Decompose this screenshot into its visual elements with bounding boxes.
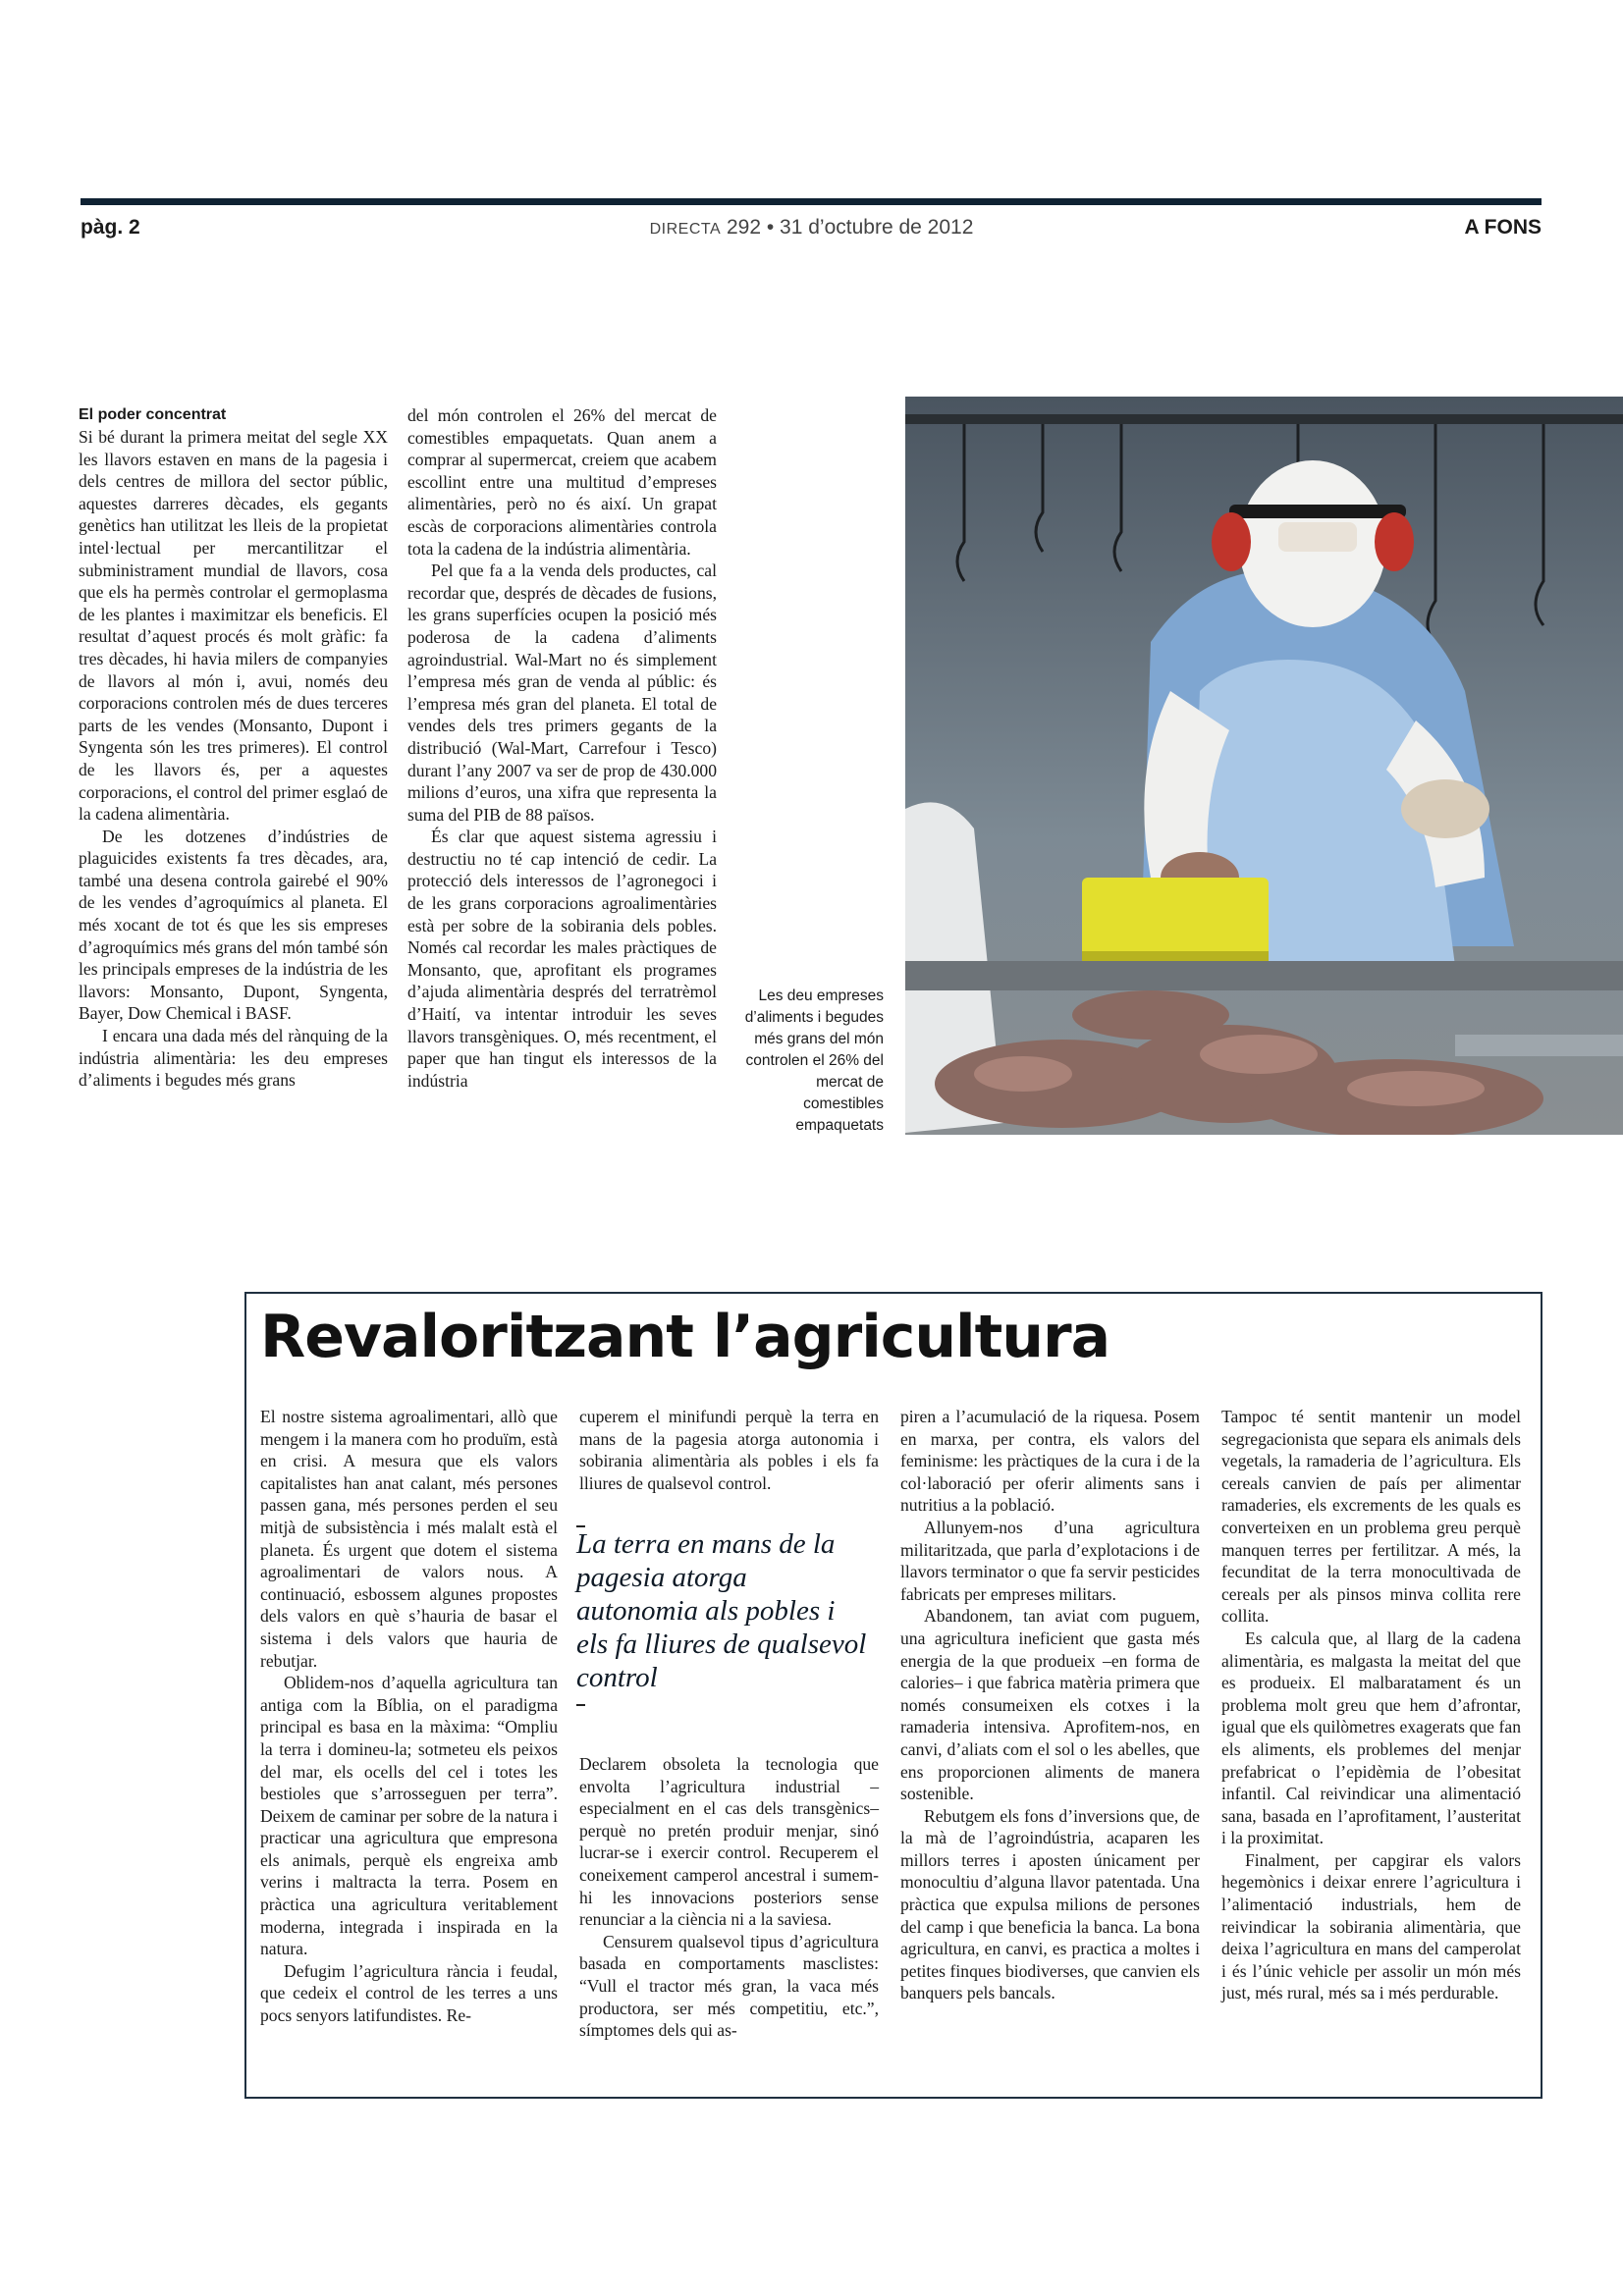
paragraph: Defugim l’agricultura rància i feudal, que cedeix el control de les terres a uns pocs senyors latifundistes. Re- xyxy=(260,1960,558,2026)
factory-photo-illustration xyxy=(905,397,1623,1135)
page-number: pàg. 2 xyxy=(81,216,140,239)
box-column-4 xyxy=(1221,1406,1521,2004)
paragraph: Tampoc té sentit mantenir un model segregacionista que separa els animals dels vegetals, la ramaderia de l’agricultura. Els cereals canvien de país per alimentar ramaderies, els excrements de les quals es converteixen en un problema greu perquè manquen terres per fertilitzar. A més, la fecunditat de la terra monocultivada de cereals per als pinsos minva collita rere collita. xyxy=(1221,1407,1521,1627)
paragraph: Abandonem, tan aviat com puguem, una agricultura ineficient que gasta més energia de la que produeix –en forma de calories– i que fabrica matèria primera que només consumeixen els cotxes i la ramaderia intensiva. Aprofitem-nos, en canvi, d’aliats com el sol o les abelles, que ens proporcionen aliments de manera sostenible. xyxy=(900,1606,1200,1804)
pull-quote-dash-bottom xyxy=(576,1704,585,1706)
factory-photo xyxy=(905,397,1623,1135)
photo-caption: Les deu empreses d’aliments i begudes més grans del món controlen el 26% del mercat de comestibles empaquetats xyxy=(744,988,884,1134)
paragraph: piren a l’acumulació de la riquesa. Posem en marxa, per contra, els valors del feminisme: les pràctiques de la cura i de la col·laboració per oferir aliments sans i nutritius a la població. xyxy=(900,1407,1200,1516)
issue-info xyxy=(0,214,1623,243)
pull-quote-text: La terra en mans de la pagesia atorga autonomia als pobles i els fa lliures de qualsevol control xyxy=(576,1528,867,1693)
section-label: A FONS xyxy=(1464,216,1542,239)
paragraph: Finalment, per capgirar els valors hegemònics i deixar enrere l’agricultura i l’alimentació industrials, hem de reivindicar la sobirania alimentària, que deixa l’agricultura en mans del camperolat i és l’únic vehicle per assolir un món més just, més rural, més sa i més perdurable. xyxy=(1221,1849,1521,2003)
paragraph: I encara una dada més del rànquing de la indústria alimentària: les deu empreses d’aliments i begudes més grans xyxy=(79,1026,388,1091)
paragraph: Rebutgem els fons d’inversions que, de la mà de l’agroindústria, acaparen les millors terres i aposten únicament per monocultiu d’alguna llavor patentada. Una pràctica que expulsa milions de persones del camp i que beneficia la banca. La bona agricultura, en canvi, es practica a moltes i petites finques biodiverses, que canvien els banquers pels bancals. xyxy=(900,1805,1200,2003)
article-subhead: El poder concentrat xyxy=(79,406,227,423)
header-rule xyxy=(81,198,1542,205)
pull-quote-dash-top xyxy=(576,1525,585,1527)
paragraph: El nostre sistema agroalimentari, allò que mengem i la manera com ho produïm, està en crisi. A mesura que els valors capitalistes han anat calant, més persones passen gana, més persones perden el seu mitjà de subsistència i més malalt està el planeta. És urgent que dotem el sistema agroalimentari de valors nous. A continuació, esbossem algunes propostes dels valors en què s’hauria de basar el sistema i dels valors que hauria de rebutjar. xyxy=(260,1407,558,1671)
paragraph: És clar que aquest sistema agressiu i destructiu no té cap intenció de cedir. La protecció dels interessos de l’agronegoci i de les grans corporacions agroalimentàries està per sobre de la sobirania dels pobles. Només cal recordar les males pràctiques de Monsanto, que, aprofitant els programes d’ajuda alimentària després del terratrèmol d’Haití, va intentar introduir les seves llavors transgèniques. O, més recentment, el paper que han tingut els interessos de la indústria xyxy=(407,827,717,1091)
issue-date: 292 • 31 d’octubre de 2012 xyxy=(727,216,974,239)
box-column-1 xyxy=(260,1406,558,2027)
paragraph: Allunyem-nos d’una agricultura militaritzada, que parla d’explotacions i de llavors terminator o que fa servir pesticides fabricats per empreses militars. xyxy=(900,1517,1200,1604)
paragraph: del món controlen el 26% del mercat de comestibles empaquetats. Quan anem a comprar al supermercat, creiem que acabem escollint entre una multitud d’empreses alimentàries, però no és així. Un grapat escàs de corporacions alimentàries controla tota la cadena de la indústria alimentària. xyxy=(407,405,717,559)
pull-quote xyxy=(576,1518,871,1694)
paragraph: Oblidem-nos d’aquella agricultura tan antiga com la Bíblia, on el paradigma principal es basa en la màxima: “Ompliu la terra i domineu-la; sotmeteu els peixos del mar, els ocells del cel i totes les bestioles que s’arrosseguen per terra”. Deixem de caminar per sobre de la natura i practicar una agricultura que empresona els animals, perquè els engreixa amb verins i maltracta la terra. Posem en pràctica una agricultura veritablement moderna, integrada i inspirada en la natura. xyxy=(260,1673,558,1959)
paragraph: Declarem obsoleta la tecnologia que envolta l’agricultura industrial –especialment en el cas dels transgènics– perquè no pretén produir menjar, sinó lucrar-se i exercir control. Recuperem el coneixement camperol ancestral i sumem-hi les innovacions posteriors sense renunciar a la ciència ni a la saviesa. xyxy=(579,1754,879,1930)
paragraph: Pel que fa a la venda dels productes, cal recordar que, després de dècades de fusions, les grans superfícies ocupen la posició més poderosa de la cadena d’aliments agroindustrial. Wal-Mart no és simplement l’empresa més gran de venda al públic: és l’empresa més gran del planeta. El total de vendes dels tres primers gegants de la distribució (Wal-Mart, Carrefour i Tesco) durant l’any 2007 va ser de prop de 430.000 milions d’euros, una xifra que representa la suma del PIB de 88 països. xyxy=(407,561,717,825)
paragraph: Es calcula que, al llarg de la cadena alimentària, es malgasta la meitat del que es produeix. El malbaratament és un problema molt greu que hem d’afrontar, igual que els quilòmetres exagerats que fan els aliments, els problemes del menjar prefabricat o l’epidèmia de l’obesitat infantil. Cal reivindicar una alimentació sana, basada en l’aprofitament, l’austeritat i la proximitat. xyxy=(1221,1628,1521,1848)
box-column-2-top xyxy=(579,1406,879,1494)
paragraph: De les dotzenes d’indústries de plaguicides existents fa tres dècades, ara, també una desena controla gairebé el 90% de les vendes d’agroquímics al planeta. El més xocant de tot és que les sis empreses d’agroquímics més grans del món també són les principals empreses de la indústria de les llavors: Monsanto, Dupont, Syngenta, Bayer, Dow Chemical i BASF. xyxy=(79,826,388,1024)
paragraph: cuperem el minifundi perquè la terra en mans de la pagesia atorga autonomia i sobirania alimentària als pobles i els fa lliures de qualsevol control. xyxy=(579,1407,879,1493)
upper-column-1 xyxy=(79,404,388,1092)
paragraph: Si bé durant la primera meitat del segle XX les llavors estaven en mans de la pagesia i dels centres de millora del sector públic, aquestes darreres dècades, els gegants genètics han utilitzat les lleis de la propietat intel·lectual per mercantilitzar el subministrament mundial de llavors, cosa que els ha permès controlar el germoplasma de les plantes i maximitzar els beneficis. El resultat d’aquest procés és molt gràfic: fa tres dècades, hi havia milers de companyies de llavors al món i, avui, només deu corporacions controlen més de dues terceres parts de les vendes (Monsanto, Dupont i Syngenta són les tres primeres). El control de les llavors és, per a aquestes corporacions, el control del primer esglaó de la cadena alimentària. xyxy=(79,427,388,825)
publication-name: DIRECTA xyxy=(649,221,722,238)
article-headline: Revaloritzant l’agricultura xyxy=(260,1303,1110,1371)
box-column-3 xyxy=(900,1406,1200,2004)
paragraph: Censurem qualsevol tipus d’agricultura basada en comportaments masclistes: “Vull el tractor més gran, la vaca més productora, ser més competitiu, etc.”, símptomes dels qui as- xyxy=(579,1931,879,2041)
upper-column-2 xyxy=(407,404,717,1092)
box-column-2-bottom xyxy=(579,1753,879,2042)
